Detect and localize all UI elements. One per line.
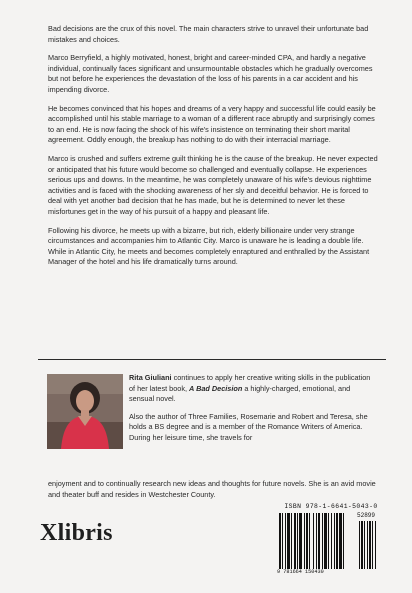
synopsis-paragraph-5: Following his divorce, he meets up with a bizarre, but rich, elderly billionaire under very strange circumstances and accompanies him to Atlantic City. Marco is unaware he is leading a double life. While in Atlantic City, he meets and becomes completely enraptured and enthralled by the Assistant Manager of the hotel and his life dramatically turns around. bbox=[48, 225, 370, 267]
author-bio-text-2: a highly-charged, emotional, and sensual novel. bbox=[129, 383, 351, 404]
author-bio-paragraph-1 bbox=[129, 373, 377, 405]
publisher-logo: Xlibris bbox=[40, 520, 113, 546]
synopsis-paragraph-3: He becomes convinced that his hopes and dreams of a very happy and successful life could easily be accomplished until his stable marriage to a woman of a different race abruptly and surprisingly comes to an end. He is now facing the shock of his wife's insistence on terminating their short marital agreement. Oddly enough, the breakup has nothing to do with their interracial marriage. bbox=[48, 103, 376, 145]
author-portrait-image bbox=[47, 374, 123, 449]
synopsis bbox=[48, 24, 378, 276]
section-divider bbox=[38, 359, 386, 360]
author-bio bbox=[129, 373, 377, 451]
price-code: 52899 bbox=[357, 512, 376, 519]
isbn-barcode bbox=[277, 503, 385, 581]
book-title: A Bad Decision bbox=[189, 383, 243, 393]
synopsis-paragraph-4: Marco is crushed and suffers extreme guilt thinking he is the cause of the breakup. He never expected or anticipated that his future would become so challenged and eventually collapse. He experiences serious ups and downs. In the meantime, he was completely unaware of his wife's devious nighttime activities and is faced with the shocking awareness of her sly and deceitful behavior. He is forced to deal with yet another bad decision that he has made, but he is determined to never let these misfortunes get in the way of his pursuit of a happy and pleasant life. bbox=[48, 153, 378, 216]
author-bio-paragraph-2: Also the author of Three Families, Rosemarie and Robert and Teresa, she holds a BS degree and is a member of the Romance Writers of America. During her leisure time, she travels for bbox=[129, 411, 368, 442]
synopsis-paragraph-2: Marco Berryfield, a highly motivated, honest, bright and career-minded CPA, and hardly a negative individual, continually faces significant and unsurmountable obstacles which he gradually overcomes but not before he experiences the devastation of the loss of his parents in a car accident and his impending divorce. bbox=[48, 53, 373, 94]
author-photo bbox=[47, 374, 123, 449]
isbn-number: ISBN 978-1-6641-5043-0 bbox=[284, 503, 378, 510]
author-name: Rita Giuliani bbox=[129, 373, 172, 382]
synopsis-paragraph-1: Bad decisions are the crux of this novel. The main characters strive to unravel their unfortunate bad mistakes and choices. bbox=[48, 24, 369, 44]
author-bio-text-1: continues to apply her creative writing skills in the publication of her latest book, bbox=[129, 373, 371, 393]
author-bio-continued: enjoyment and to continually research new ideas and thoughts for future novels. She is an avid movie and theater buff and resides in Westchester County. bbox=[48, 479, 376, 499]
ean-number: 9 781664 150430 bbox=[277, 569, 324, 575]
barcode-bars bbox=[279, 513, 383, 571]
